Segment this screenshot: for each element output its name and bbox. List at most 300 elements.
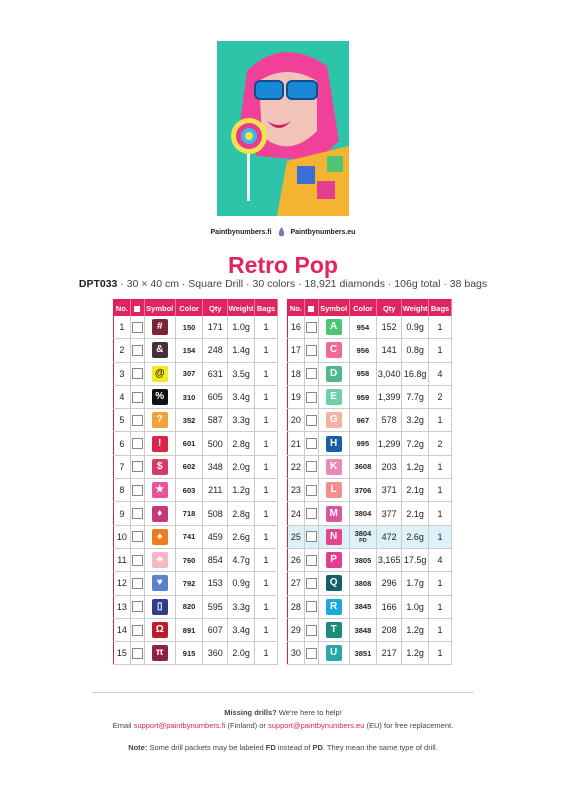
symbol-cell [318, 548, 349, 571]
checkbox-cell [304, 455, 318, 478]
symbol-cell [318, 432, 349, 455]
row-checkbox[interactable] [132, 415, 143, 426]
email-mid: (Finland) or [225, 721, 268, 730]
row-checkbox[interactable] [132, 578, 143, 589]
row-checkbox[interactable] [132, 461, 143, 472]
row-checkbox[interactable] [132, 555, 143, 566]
symbol-badge: ▯ [152, 599, 168, 615]
qty-value: 1,399 [377, 385, 402, 408]
row-number: 23 [288, 479, 305, 502]
checkbox-cell [130, 618, 144, 641]
bags-value: 1 [255, 642, 278, 665]
color-code: 956 [349, 339, 377, 362]
bags-value: 1 [255, 339, 278, 362]
row-checkbox[interactable] [306, 368, 317, 379]
qty-value: 152 [377, 316, 402, 339]
checkbox-cell [304, 572, 318, 595]
row-checkbox[interactable] [306, 508, 317, 519]
symbol-badge: E [326, 389, 342, 405]
color-code: 891 [175, 618, 203, 641]
row-number: 15 [114, 642, 131, 665]
row-number: 22 [288, 455, 305, 478]
support-email-line [0, 721, 566, 730]
bags-value: 1 [429, 409, 452, 432]
symbol-cell [144, 455, 175, 478]
symbol-cell [318, 385, 349, 408]
row-number: 2 [114, 339, 131, 362]
checkbox-cell [130, 339, 144, 362]
row-checkbox[interactable] [132, 392, 143, 403]
symbol-cell [318, 479, 349, 502]
qty-value: 371 [377, 479, 402, 502]
row-number: 27 [288, 572, 305, 595]
row-checkbox[interactable] [132, 322, 143, 333]
note-line [0, 743, 566, 752]
checkbox-cell [304, 618, 318, 641]
qty-value: 3,040 [377, 362, 402, 385]
table-row [114, 432, 278, 455]
cover-artwork [217, 41, 349, 216]
col-header-symbol: Symbol [318, 300, 349, 317]
weight-value: 2.0g [228, 455, 255, 478]
color-code: 3845 [349, 595, 377, 618]
brand-logos [0, 227, 566, 237]
weight-value: 2.1g [402, 502, 429, 525]
row-number: 3 [114, 362, 131, 385]
row-number: 25 [288, 525, 305, 548]
drop-icon [278, 227, 285, 237]
symbol-badge: $ [152, 459, 168, 475]
color-code: 954 [349, 316, 377, 339]
table-row [288, 642, 452, 665]
symbol-cell [318, 642, 349, 665]
row-number: 11 [114, 548, 131, 571]
checkbox-cell [304, 502, 318, 525]
page-title: Retro Pop [228, 252, 338, 278]
symbol-cell [144, 618, 175, 641]
row-checkbox[interactable] [306, 578, 317, 589]
bags-value: 1 [255, 618, 278, 641]
qty-value: 500 [203, 432, 228, 455]
color-code: 154 [175, 339, 203, 362]
row-checkbox[interactable] [306, 531, 317, 542]
weight-value: 4.7g [228, 548, 255, 571]
symbol-badge: ? [152, 412, 168, 428]
table-row [114, 572, 278, 595]
col-header-color: Color [349, 300, 377, 317]
color-code: 792 [175, 572, 203, 595]
symbol-badge: ★ [152, 482, 168, 498]
drill-table-right [287, 299, 452, 665]
col-header-check [304, 300, 318, 317]
row-checkbox[interactable] [132, 508, 143, 519]
table-row [114, 548, 278, 571]
table-row [288, 316, 452, 339]
row-number: 28 [288, 595, 305, 618]
row-number: 30 [288, 642, 305, 665]
symbol-cell [144, 502, 175, 525]
table-header-row [114, 300, 278, 317]
checkbox-cell [304, 362, 318, 385]
color-code: 352 [175, 409, 203, 432]
row-number: 14 [114, 618, 131, 641]
qty-value: 508 [203, 502, 228, 525]
row-number: 18 [288, 362, 305, 385]
color-code: 603 [175, 479, 203, 502]
symbol-cell [144, 595, 175, 618]
product-subtitle [0, 278, 566, 290]
row-number: 20 [288, 409, 305, 432]
row-number: 24 [288, 502, 305, 525]
weight-value: 0.9g [228, 572, 255, 595]
row-number: 16 [288, 316, 305, 339]
color-code: 741 [175, 525, 203, 548]
symbol-cell [318, 455, 349, 478]
missing-drills-text: We're here to help! [276, 708, 342, 717]
bags-value: 1 [255, 525, 278, 548]
col-header-check [130, 300, 144, 317]
weight-value: 0.8g [402, 339, 429, 362]
row-checkbox[interactable] [132, 601, 143, 612]
bags-value: 1 [429, 455, 452, 478]
note-text-b: instead of [275, 743, 313, 752]
note-pd: PD [312, 743, 323, 752]
bags-value: 1 [429, 642, 452, 665]
bags-value: 1 [429, 572, 452, 595]
table-row [288, 479, 452, 502]
checkbox-cell [130, 548, 144, 571]
weight-value: 2.1g [402, 479, 429, 502]
checkbox-cell [130, 362, 144, 385]
row-checkbox[interactable] [306, 392, 317, 403]
qty-value: 141 [377, 339, 402, 362]
checkbox-cell [304, 316, 318, 339]
table-row [114, 502, 278, 525]
qty-value: 171 [203, 316, 228, 339]
symbol-badge: # [152, 319, 168, 335]
row-number: 4 [114, 385, 131, 408]
checkbox-cell [130, 316, 144, 339]
weight-value: 2.8g [228, 432, 255, 455]
symbol-cell [144, 362, 175, 385]
symbol-badge: G [326, 412, 342, 428]
row-checkbox[interactable] [132, 625, 143, 636]
qty-value: 578 [377, 409, 402, 432]
qty-value: 587 [203, 409, 228, 432]
table-row [114, 339, 278, 362]
table-row [114, 479, 278, 502]
table-row [288, 548, 452, 571]
checkbox-cell [130, 642, 144, 665]
color-code: 3804 [354, 528, 372, 538]
row-checkbox[interactable] [306, 345, 317, 356]
bags-value: 1 [255, 548, 278, 571]
symbol-cell [318, 502, 349, 525]
weight-value: 1.7g [402, 572, 429, 595]
qty-value: 166 [377, 595, 402, 618]
weight-value: 1.0g [228, 316, 255, 339]
bags-value: 1 [255, 385, 278, 408]
color-code: 995 [349, 432, 377, 455]
checkbox-cell [130, 525, 144, 548]
checkbox-cell [304, 479, 318, 502]
missing-drills-heading: Missing drills? [224, 708, 277, 717]
row-checkbox[interactable] [132, 345, 143, 356]
symbol-cell [144, 339, 175, 362]
product-code: DPT033 [78, 278, 118, 290]
qty-value: 377 [377, 502, 402, 525]
qty-value: 296 [377, 572, 402, 595]
qty-value: 3,165 [377, 548, 402, 571]
weight-value: 3.4g [228, 385, 255, 408]
weight-value: 2.6g [402, 525, 429, 548]
checkbox-cell [130, 409, 144, 432]
color-code: 3706 [349, 479, 377, 502]
checkbox-cell [304, 339, 318, 362]
qty-value: 348 [203, 455, 228, 478]
bags-value: 1 [255, 362, 278, 385]
row-checkbox[interactable] [306, 625, 317, 636]
row-number: 5 [114, 409, 131, 432]
symbol-badge: K [326, 459, 342, 475]
symbol-badge: ♠ [152, 529, 168, 545]
color-code: 958 [349, 362, 377, 385]
col-header-qty: Qty [377, 300, 402, 317]
bags-value: 1 [429, 595, 452, 618]
row-number: 8 [114, 479, 131, 502]
table-row [114, 455, 278, 478]
note-label: Note: [128, 743, 148, 752]
checkbox-cell [130, 479, 144, 502]
color-code: 3808 [349, 572, 377, 595]
symbol-cell [318, 525, 349, 548]
symbol-badge: & [152, 342, 168, 358]
row-number: 17 [288, 339, 305, 362]
email-link-fi[interactable]: support@paintbynumbers.fi [133, 721, 226, 730]
checkbox-cell [130, 502, 144, 525]
bags-value: 1 [255, 502, 278, 525]
table-row [288, 385, 452, 408]
checkbox-cell [304, 642, 318, 665]
symbol-cell [318, 618, 349, 641]
weight-value: 3.4g [228, 618, 255, 641]
table-row [288, 525, 452, 548]
qty-value: 459 [203, 525, 228, 548]
bags-value: 1 [429, 525, 452, 548]
color-code: 307 [175, 362, 203, 385]
col-header-weight: Weight [402, 300, 429, 317]
symbol-cell [318, 409, 349, 432]
qty-value: 607 [203, 618, 228, 641]
symbol-badge: ♦ [152, 506, 168, 522]
checkbox-cell [304, 548, 318, 571]
checkbox-cell [304, 432, 318, 455]
table-row [288, 572, 452, 595]
row-number: 21 [288, 432, 305, 455]
weight-value: 7.2g [402, 432, 429, 455]
row-checkbox[interactable] [306, 485, 317, 496]
checkbox-cell [304, 525, 318, 548]
bags-value: 2 [429, 385, 452, 408]
note-text-a: Some drill packets may be labeled [147, 743, 266, 752]
drill-table-left [113, 299, 278, 665]
email-suffix: (EU) for free replacement. [364, 721, 454, 730]
qty-value: 211 [203, 479, 228, 502]
weight-value: 3.3g [228, 595, 255, 618]
symbol-cell [318, 339, 349, 362]
table-row [288, 432, 452, 455]
bags-value: 1 [255, 595, 278, 618]
row-number: 12 [114, 572, 131, 595]
row-number: 13 [114, 595, 131, 618]
row-checkbox[interactable] [132, 531, 143, 542]
row-checkbox[interactable] [132, 648, 143, 659]
checkbox-cell [130, 455, 144, 478]
symbol-badge: N [326, 529, 342, 545]
bags-value: 1 [429, 618, 452, 641]
symbol-cell [144, 316, 175, 339]
row-number: 7 [114, 455, 131, 478]
weight-value: 1.2g [402, 455, 429, 478]
row-number: 26 [288, 548, 305, 571]
checkbox-cell [304, 595, 318, 618]
symbol-cell [144, 525, 175, 548]
email-link-eu[interactable]: support@paintbynumbers.eu [267, 721, 365, 730]
symbol-badge: H [326, 436, 342, 452]
weight-value: 1.4g [228, 339, 255, 362]
bags-value: 1 [255, 432, 278, 455]
table-header-row [288, 300, 452, 317]
color-code: 3804 [349, 502, 377, 525]
symbol-badge: ! [152, 436, 168, 452]
row-checkbox[interactable] [306, 461, 317, 472]
row-checkbox[interactable] [132, 368, 143, 379]
symbol-cell [144, 572, 175, 595]
table-row [288, 409, 452, 432]
color-code: 310 [175, 385, 203, 408]
color-code: 3848 [349, 618, 377, 641]
color-code: 967 [349, 409, 377, 432]
weight-value: 16.8g [402, 362, 429, 385]
symbol-cell [144, 642, 175, 665]
weight-value: 3.2g [402, 409, 429, 432]
qty-value: 153 [203, 572, 228, 595]
row-checkbox[interactable] [306, 648, 317, 659]
missing-drills-line [0, 708, 566, 717]
symbol-cell [318, 595, 349, 618]
qty-value: 208 [377, 618, 402, 641]
color-code: 3608 [349, 455, 377, 478]
symbol-badge: ♣ [152, 552, 168, 568]
color-code: 3851 [349, 642, 377, 665]
bags-value: 1 [429, 316, 452, 339]
symbol-badge: T [326, 622, 342, 638]
table-row [288, 455, 452, 478]
row-checkbox[interactable] [132, 485, 143, 496]
color-code: 601 [175, 432, 203, 455]
product-specs: · 30 × 40 cm · Square Drill · 30 colors · 18,921 diamonds · 106g total · 38 bags [117, 278, 488, 290]
checkbox-cell [304, 409, 318, 432]
bags-value: 1 [255, 479, 278, 502]
symbol-badge: ♥ [152, 575, 168, 591]
brand-fi: Paintbynumbers.fi [210, 228, 272, 236]
row-checkbox[interactable] [306, 415, 317, 426]
color-code: 959 [349, 385, 377, 408]
color-code: 915 [175, 642, 203, 665]
col-header-bags: Bags [429, 300, 452, 317]
weight-value: 0.9g [402, 316, 429, 339]
symbol-badge: D [326, 366, 342, 382]
symbol-cell [144, 548, 175, 571]
bags-value: 2 [429, 432, 452, 455]
col-header-qty: Qty [203, 300, 228, 317]
table-row [114, 595, 278, 618]
symbol-badge: M [326, 506, 342, 522]
weight-value: 17.5g [402, 548, 429, 571]
row-number: 1 [114, 316, 131, 339]
symbol-badge: C [326, 342, 342, 358]
footer-divider [92, 692, 474, 693]
bags-value: 1 [255, 572, 278, 595]
table-row [288, 595, 452, 618]
bags-value: 1 [429, 502, 452, 525]
symbol-cell [318, 572, 349, 595]
weight-value: 1.2g [402, 618, 429, 641]
symbol-badge: π [152, 645, 168, 661]
table-row [114, 618, 278, 641]
row-number: 9 [114, 502, 131, 525]
symbol-badge: R [326, 599, 342, 615]
row-checkbox[interactable] [306, 438, 317, 449]
row-number: 29 [288, 618, 305, 641]
checkbox-cell [130, 432, 144, 455]
pd-label: PD [359, 537, 367, 544]
row-number: 10 [114, 525, 131, 548]
table-row [288, 339, 452, 362]
symbol-badge: U [326, 645, 342, 661]
symbol-badge: % [152, 389, 168, 405]
note-text-c: . They mean the same type of drill. [322, 743, 438, 752]
table-row [114, 409, 278, 432]
col-header-color: Color [175, 300, 203, 317]
table-row [114, 316, 278, 339]
bags-value: 4 [429, 548, 452, 571]
row-number: 6 [114, 432, 131, 455]
symbol-badge: L [326, 482, 342, 498]
symbol-cell [144, 385, 175, 408]
email-prefix: Email [112, 721, 134, 730]
weight-value: 1.2g [228, 479, 255, 502]
color-code: 760 [175, 548, 203, 571]
color-code: 602 [175, 455, 203, 478]
symbol-badge: @ [152, 366, 168, 382]
color-code: 150 [175, 316, 203, 339]
bags-value: 4 [429, 362, 452, 385]
checkbox-icon [308, 306, 314, 312]
row-checkbox[interactable] [306, 322, 317, 333]
qty-value: 605 [203, 385, 228, 408]
checkbox-icon [134, 306, 140, 312]
bags-value: 1 [255, 316, 278, 339]
checkbox-cell [130, 385, 144, 408]
qty-value: 631 [203, 362, 228, 385]
row-checkbox[interactable] [306, 601, 317, 612]
table-row [114, 362, 278, 385]
weight-value: 1.0g [402, 595, 429, 618]
row-checkbox[interactable] [132, 438, 143, 449]
bags-value: 1 [429, 339, 452, 362]
row-checkbox[interactable] [306, 555, 317, 566]
